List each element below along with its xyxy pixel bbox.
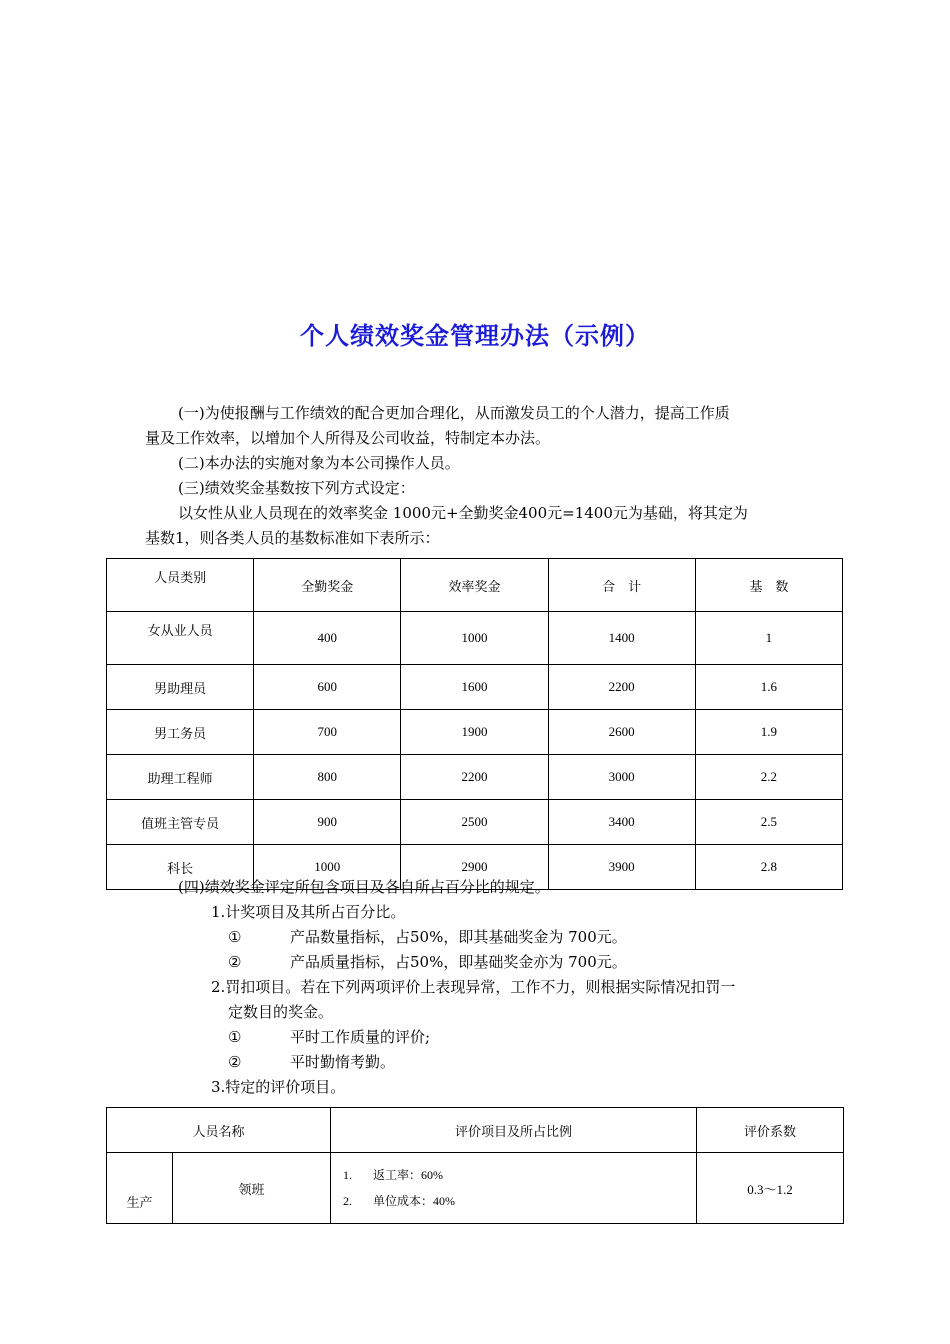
header-coefficient: 评价系数 <box>697 1108 844 1153</box>
header-attendance-bonus: 全勤奖金 <box>254 559 401 612</box>
header-total: 合 计 <box>548 559 695 612</box>
paragraph-4-line-2: 基数1，则各类人员的基数标准如下表所示： <box>145 529 440 547</box>
paragraph-6: 1.计奖项目及其所占百分比。 <box>211 903 406 921</box>
paragraph-7: 产品数量指标，占50%，即其基础奖金为 700元。 <box>290 928 627 946</box>
table-header-row <box>107 559 843 612</box>
cell-base: 1.6 <box>695 665 842 710</box>
paragraph-9-line-1: 2.罚扣项目。若在下列两项评价上表现异常，工作不力，则根据实际情况扣罚一 <box>211 978 736 996</box>
cell-category: 男工务员 <box>107 710 254 755</box>
cell-efficiency: 1900 <box>401 710 548 755</box>
cell-base: 2.2 <box>695 755 842 800</box>
evaluation-table <box>106 1107 844 1224</box>
cell-category: 男助理员 <box>107 665 254 710</box>
cell-category: 值班主管专员 <box>107 800 254 845</box>
cell-total: 2200 <box>548 665 695 710</box>
cell-attendance: 800 <box>254 755 401 800</box>
paragraph-10: 平时工作质量的评价; <box>290 1028 431 1046</box>
item-number: 1. <box>343 1168 353 1182</box>
cell-efficiency: 2900 <box>401 845 548 890</box>
cell-efficiency: 2200 <box>401 755 548 800</box>
document-title: 个人绩效奖金管理办法（示例） <box>300 322 650 350</box>
paragraph-1-line-2: 量及工作效率，以增加个人所得及公司收益，特制定本办法。 <box>145 429 551 447</box>
cell-role: 领班 <box>173 1153 331 1224</box>
header-evaluation-items: 评价项目及所占比例 <box>331 1108 697 1153</box>
paragraph-8: 产品质量指标，占50%，即基础奖金亦为 700元。 <box>290 953 627 971</box>
header-efficiency-bonus: 效率奖金 <box>401 559 548 612</box>
cell-category: 助理工程师 <box>107 755 254 800</box>
header-base: 基 数 <box>695 559 842 612</box>
bonus-base-table <box>106 558 843 890</box>
paragraph-4-line-1: 以女性从业人员现在的效率奖金 1000元+全勤奖金400元=1400元为基础，将其定为 <box>178 504 748 522</box>
evaluation-item <box>343 1162 696 1188</box>
cell-base: 2.5 <box>695 800 842 845</box>
table-row <box>107 1153 844 1224</box>
list-marker-2: ② <box>228 953 242 971</box>
table-row <box>107 612 843 665</box>
list-marker-4: ② <box>228 1053 242 1071</box>
paragraph-3: (三)绩效奖金基数按下列方式设定： <box>178 479 415 497</box>
table-row <box>107 665 843 710</box>
header-person-name: 人员名称 <box>107 1108 331 1153</box>
cell-evaluation-items <box>331 1153 697 1224</box>
cell-base: 1 <box>695 612 842 665</box>
cell-category: 生产 <box>107 1153 173 1224</box>
cell-coefficient: 0.3～1.2 <box>697 1153 844 1224</box>
cell-attendance: 900 <box>254 800 401 845</box>
header-category: 人员类别 <box>107 559 254 612</box>
paragraph-1-line-1: (一)为使报酬与工作绩效的配合更加合理化，从而激发员工的个人潜力，提高工作质 <box>178 404 730 422</box>
cell-attendance: 1000 <box>254 845 401 890</box>
cell-category: 科长 <box>107 845 254 890</box>
list-marker-3: ① <box>228 1028 242 1046</box>
cell-efficiency: 1000 <box>401 612 548 665</box>
cell-efficiency: 1600 <box>401 665 548 710</box>
item-number: 2. <box>343 1194 353 1208</box>
cell-total: 1400 <box>548 612 695 665</box>
cell-total: 3000 <box>548 755 695 800</box>
paragraph-5: (四)绩效奖金评定所包含项目及各自所占百分比的规定。 <box>178 878 550 896</box>
paragraph-12: 3.特定的评价项目。 <box>211 1078 346 1096</box>
list-marker-1: ① <box>228 928 242 946</box>
cell-base: 1.9 <box>695 710 842 755</box>
table-row <box>107 800 843 845</box>
cell-category: 女从业人员 <box>107 612 254 665</box>
paragraph-11: 平时勤惰考勤。 <box>290 1053 396 1071</box>
cell-total: 2600 <box>548 710 695 755</box>
cell-base: 2.8 <box>695 845 842 890</box>
paragraph-9-line-2: 定数目的奖金。 <box>228 1003 334 1021</box>
item-text: 单位成本：40% <box>373 1194 456 1208</box>
paragraph-2: (二)本办法的实施对象为本公司操作人员。 <box>178 454 460 472</box>
cell-efficiency: 2500 <box>401 800 548 845</box>
cell-total: 3900 <box>548 845 695 890</box>
table-row <box>107 755 843 800</box>
evaluation-item <box>343 1188 696 1214</box>
table-header-row <box>107 1108 844 1153</box>
cell-attendance: 600 <box>254 665 401 710</box>
cell-attendance: 400 <box>254 612 401 665</box>
cell-total: 3400 <box>548 800 695 845</box>
cell-attendance: 700 <box>254 710 401 755</box>
table-row <box>107 710 843 755</box>
item-text: 返工率：60% <box>373 1168 444 1182</box>
